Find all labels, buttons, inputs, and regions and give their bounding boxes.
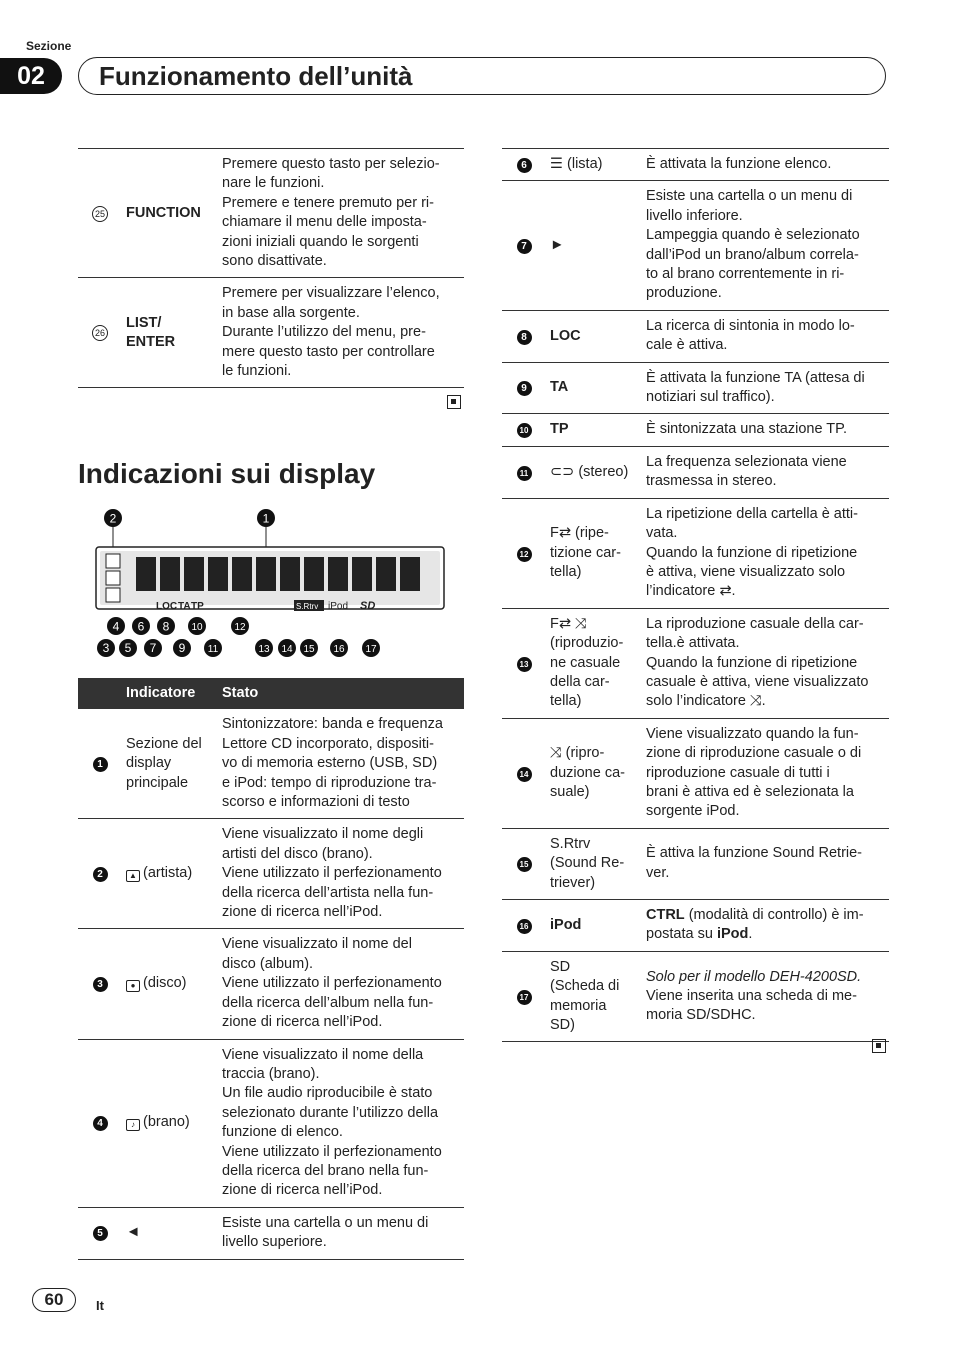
right-status-table [502, 148, 889, 1042]
indicator-status: È attivata la funzione elenco. [642, 149, 889, 181]
lcd-ipod: iPod [328, 601, 349, 612]
indicator-status: Viene visualizzato il nome degli artisti del disco (brano). Viene utilizzato il perfezionamento della ricerca dell’artista nella fun- zione di ricerca nell’iPod. [218, 819, 464, 929]
callout-label: 3 [102, 641, 110, 655]
indicator-name: S.Rtrv (Sound Re- triever) [546, 828, 642, 899]
section-number: 02 [0, 58, 62, 94]
callout-label: 12 [234, 622, 246, 633]
callout-label: 14 [281, 644, 293, 655]
key-label: LIST/ ENTER [122, 278, 218, 388]
callout-label: 1 [262, 511, 270, 526]
indicator-name: (disco) [143, 975, 187, 992]
table-row [502, 149, 889, 181]
header-indicatore: Indicatore [122, 678, 218, 709]
indicator-name: ⤨ (ripro- duzione ca- suale) [546, 718, 642, 828]
disc-icon: ● [126, 980, 140, 992]
indicator-name: LOC [546, 310, 642, 362]
end-mark [447, 395, 461, 409]
callout-number: 9 [517, 381, 532, 396]
section-label: Sezione [26, 39, 72, 53]
model-note: Solo per il modello DEH-4200SD. [646, 968, 862, 985]
callout-number: 14 [517, 767, 532, 782]
callout-label: 4 [112, 619, 120, 634]
callout-number: 17 [517, 990, 532, 1005]
lcd-srtrv: S.Rtrv [296, 602, 319, 611]
end-mark [872, 1039, 886, 1053]
person-icon [106, 554, 120, 568]
callout-number: 16 [517, 919, 532, 934]
disc-icon [106, 571, 120, 585]
callout-label: 9 [178, 641, 186, 655]
callout-number: 2 [93, 867, 108, 882]
ctrl-label: CTRL [646, 907, 685, 923]
callout-label: 10 [191, 622, 203, 633]
indicator-name: (artista) [143, 865, 193, 882]
callout-number: 10 [517, 423, 532, 438]
callout-label: 5 [124, 641, 132, 655]
language-code: It [96, 1298, 104, 1313]
indicator-status: Viene visualizzato il nome della traccia (brano). Un file audio riproducibile è stato selezionato durante l’utilizzo della funzione di elenco. Viene utilizzato il perfezionamento della ricerca del brano nella fun- zione di ricerca nell’iPod. [218, 1039, 464, 1207]
table-row [502, 718, 889, 828]
indicator-status: È attivata la funzione TA (attesa di notiziari sul traffico). [642, 362, 889, 414]
indicator-status: Sintonizzatore: banda e frequenza Lettore CD incorporato, dispositi- vo di memoria esterno (USB, SD) e iPod: tempo di riproduzione tra- scorso e informazioni di testo [218, 709, 464, 819]
callouts-mid [107, 617, 249, 635]
indicator-name: Sezione del display principale [122, 709, 218, 819]
header-stato: Stato [218, 678, 464, 709]
callout-label: 15 [303, 644, 315, 655]
indicator-status: Esiste una cartella o un menu di livello superiore. [218, 1207, 464, 1259]
callout-number: 26 [92, 325, 108, 341]
callout-label: 8 [162, 619, 170, 634]
table-row [78, 1207, 464, 1259]
lcd-ta: TA [178, 601, 191, 612]
table-row [502, 900, 889, 952]
indicator-status: La ricerca di sintonia in modo lo- cale è attiva. [642, 310, 889, 362]
callout-number: 1 [93, 757, 108, 772]
callout-label: 2 [109, 511, 117, 526]
callout-label: 11 [207, 644, 219, 655]
table-row [78, 149, 464, 278]
page-number: 60 [32, 1288, 76, 1312]
indicator-name: F⇄ (ripe- tizione car- tella) [546, 498, 642, 608]
callout-label: 13 [258, 644, 270, 655]
callout-number: 4 [93, 1116, 108, 1131]
callout-top-1 [257, 509, 275, 527]
desc-text: (modalità di controllo) è im- postata su [646, 907, 864, 943]
callout-number: 6 [517, 158, 532, 173]
status-table [78, 678, 464, 1260]
lcd-loc: LOC [156, 601, 178, 612]
person-icon: ▲ [126, 870, 140, 882]
indicator-status: Viene visualizzato il nome del disco (album). Viene utilizzato il perfezionamento della ricerca dell’album nella fun- zione di ricerca nell’iPod. [218, 929, 464, 1039]
callout-number: 3 [93, 977, 108, 992]
indicator-status: La riproduzione casuale della car- tella.è attivata. Quando la funzione di ripetizione casuale è attiva, viene visualizzato solo l’indicatore ⤨. [642, 608, 889, 718]
lcd-tp: TP [191, 601, 204, 612]
indicator-name: F⇄ ⤨ (riproduzio- ne casuale della car- tella) [546, 608, 642, 718]
lcd-sd: SD [360, 600, 376, 612]
callout-number: 15 [517, 857, 532, 872]
indicator-status: Viene visualizzato quando la fun- zione di riproduzione casuale o di riproduzione casuale di tutti i brani è attiva ed è selezionata la sorgente iPod. [642, 718, 889, 828]
table-row [78, 709, 464, 819]
indicator-name: ☰ (lista) [546, 149, 642, 181]
callout-label: 16 [333, 644, 345, 655]
table-row [78, 278, 464, 388]
indicator-status: Viene inserita una scheda di me- moria SD/SDHC. [646, 987, 857, 1024]
note-icon [106, 588, 120, 602]
table-row [502, 181, 889, 310]
callout-label: 7 [149, 641, 157, 655]
display-heading: Indicazioni sui display [78, 458, 376, 489]
note-icon: ♪ [126, 1119, 140, 1131]
ipod-label: iPod [716, 926, 749, 943]
table-row [502, 446, 889, 498]
indicator-status: Esiste una cartella o un menu di livello inferiore. Lampeggia quando è selezionato dall’iPod un brano/album correla- to al brano correntemente in ri- produzione. [642, 181, 889, 310]
table-row [502, 310, 889, 362]
indicator-status: È attiva la funzione Sound Retrie- ver. [642, 828, 889, 899]
desc-text: . [748, 926, 753, 943]
indicator-name: (brano) [143, 1114, 190, 1131]
left-table [78, 148, 464, 388]
indicator-name: SD (Scheda di memoria SD) [546, 951, 642, 1042]
callout-number: 7 [517, 239, 532, 254]
key-description: Premere questo tasto per selezio- nare le funzioni. Premere e tenere premuto per ri- chiamare il menu delle imposta- zioni iniziali quando le sorgenti sono disattivate. [218, 149, 464, 278]
callout-number: 5 [93, 1226, 108, 1241]
callout-top-2 [104, 509, 122, 527]
callout-label: 17 [365, 644, 377, 655]
indicator-name: TA [546, 362, 642, 414]
key-description: Premere per visualizzare l’elenco, in base alla sorgente. Durante l’utilizzo del menu, pre- mere questo tasto per controllare le funzioni. [218, 278, 464, 388]
callout-label: 6 [137, 619, 145, 634]
table-header [78, 678, 464, 709]
page-title: Funzionamento dell’unità [78, 57, 886, 95]
table-row [502, 362, 889, 414]
indicator-status: La frequenza selezionata viene trasmessa in stereo. [642, 446, 889, 498]
indicator-name: ◄ [122, 1207, 218, 1259]
table-row [78, 929, 464, 1039]
indicator-name: iPod [546, 900, 642, 952]
indicator-status: È sintonizzata una stazione TP. [642, 414, 889, 446]
callout-number: 11 [517, 466, 532, 481]
table-row [78, 1039, 464, 1207]
indicator-status: La ripetizione della cartella è atti- vata. Quando la funzione di ripetizione è attiva, viene visualizzato solo l’indicatore ⇄. [642, 498, 889, 608]
callout-number: 12 [517, 547, 532, 562]
table-row [78, 819, 464, 929]
callout-number: 25 [92, 206, 108, 222]
indicator-name: ► [546, 181, 642, 310]
indicator-name: TP [546, 414, 642, 446]
callout-number: 13 [517, 657, 532, 672]
display-diagram [78, 505, 464, 665]
callout-number: 8 [517, 330, 532, 345]
table-row [502, 828, 889, 899]
table-row [502, 951, 889, 1042]
indicator-name: ⊂⊃ (stereo) [546, 446, 642, 498]
table-row [502, 498, 889, 608]
table-row [502, 608, 889, 718]
key-label: FUNCTION [122, 149, 218, 278]
table-row [502, 414, 889, 446]
